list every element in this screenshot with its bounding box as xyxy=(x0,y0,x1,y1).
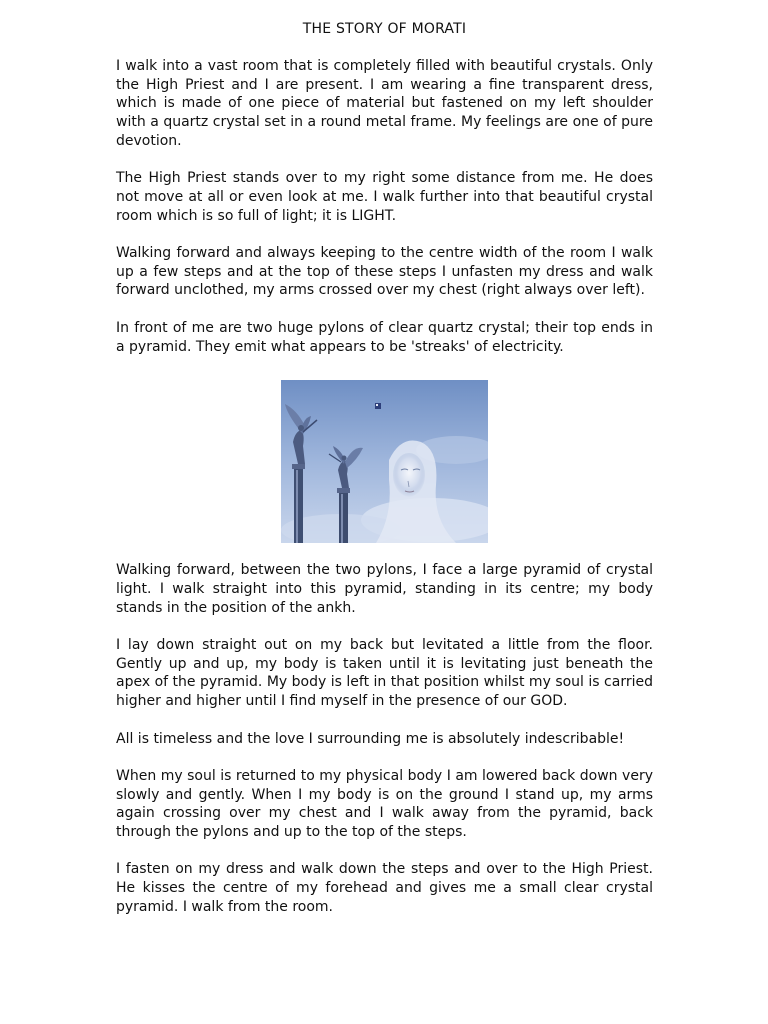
illustration-image xyxy=(281,380,488,543)
document-title: THE STORY OF MORATI xyxy=(302,21,467,37)
paragraph: Walking forward, between the two pylons, I face a large pyramid of crystal light. I walk straight into this pyramid, standing in its centre; my body stands in the position of the ankh. xyxy=(116,562,653,616)
paragraph: I fasten on my dress and walk down the steps and over to the High Priest. He kisses the centre of my forehead and gives me a small clear crystal pyramid. I walk from the room. xyxy=(116,861,653,915)
paragraph: I lay down straight out on my back but levitated a little from the floor. Gently up and up, my body is taken until it is levitating just beneath the apex of the pyramid. My body is left in that position whilst my soul is carried higher and higher until I find myself in the presence of our GOD. xyxy=(116,637,653,710)
angels-on-columns-with-veiled-face-image xyxy=(281,380,488,543)
document-page xyxy=(116,0,653,917)
paragraph: I walk into a vast room that is completely filled with beautiful crystals. Only the High Priest and I are present. I am wearing a fine transparent dress, which is made of one piece of material but fastened on my left shoulder with a quartz crystal set in a round metal frame. My feelings are one of pure devotion. xyxy=(116,58,653,149)
paragraph: When my soul is returned to my physical body I am lowered back down very slowly and gently. When I my body is on the ground I stand up, my arms again crossing over my chest and I walk away from the pyramid, back through the pylons and up to the top of the steps. xyxy=(116,767,653,840)
paragraph: Walking forward and always keeping to the centre width of the room I walk up a few steps and at the top of these steps I unfasten my dress and walk forward unclothed, my arms crossed over my chest (right always over left). xyxy=(116,245,653,299)
paragraph: In front of me are two huge pylons of clear quartz crystal; their top ends in a pyramid. They emit what appears to be 'streaks' of electricity. xyxy=(116,319,653,355)
paragraph: The High Priest stands over to my right some distance from me. He does not move at all or even look at me. I walk further into that beautiful crystal room which is so full of light; it is LIGHT. xyxy=(116,170,653,224)
paragraph: All is timeless and the love I surrounding me is absolutely indescribable! xyxy=(116,730,625,747)
